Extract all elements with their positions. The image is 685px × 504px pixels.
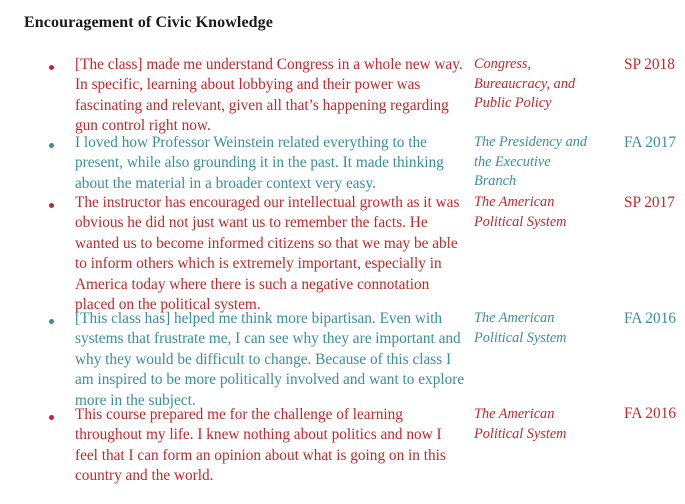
testimonial-quote: [The class] made me understand Congress in a whole new way. In specific, learning about lobbying and their power was fascinating and relevant, given all that’s happening regarding gun control right now. [75, 56, 463, 135]
course-name: Congress, Bureaucracy, and Public Policy [474, 56, 576, 111]
testimonial-quote: [This class has] helped me think more bipartisan. Even with systems that frustrate me, I can see why they are important and why they would be difficult to change. Because of this class I am inspired to be more politically involved and want to explore more in the subject. [75, 310, 465, 409]
testimonial-quote: I loved how Professor Weinstein related everything to the present, while also grounding it in the past. It made thinking about the material in a broader context very easy. [75, 134, 444, 192]
section-title: Encouragement of Civic Knowledge [24, 14, 273, 31]
bullet-icon [49, 143, 54, 148]
term-label: FA 2016 [624, 405, 676, 422]
bullet-icon [49, 203, 54, 208]
bullet-icon [49, 319, 54, 324]
term-label: SP 2018 [624, 56, 675, 73]
term-label: FA 2016 [624, 310, 676, 327]
term-label: SP 2017 [624, 194, 675, 211]
testimonial-quote: This course prepared me for the challenge of learning throughout my life. I knew nothing about politics and now I feel that I can form an opinion about what is going on in this country and the world. [75, 406, 446, 485]
course-name: The American Political System [474, 310, 567, 346]
course-name: The Presidency and the Executive Branch [474, 134, 588, 189]
bullet-icon [49, 65, 54, 70]
bullet-icon [49, 415, 54, 420]
course-name: The American Political System [474, 406, 567, 442]
course-name: The American Political System [474, 194, 567, 230]
testimonial-quote: The instructor has encouraged our intellectual growth as it was obvious he did not just want us to remember the facts. He wanted us to become informed citizens so that we may be able to inform others which is extremely important, especially in America today where there is such a negative connotation placed on the political system. [75, 194, 460, 314]
term-label: FA 2017 [624, 134, 676, 151]
